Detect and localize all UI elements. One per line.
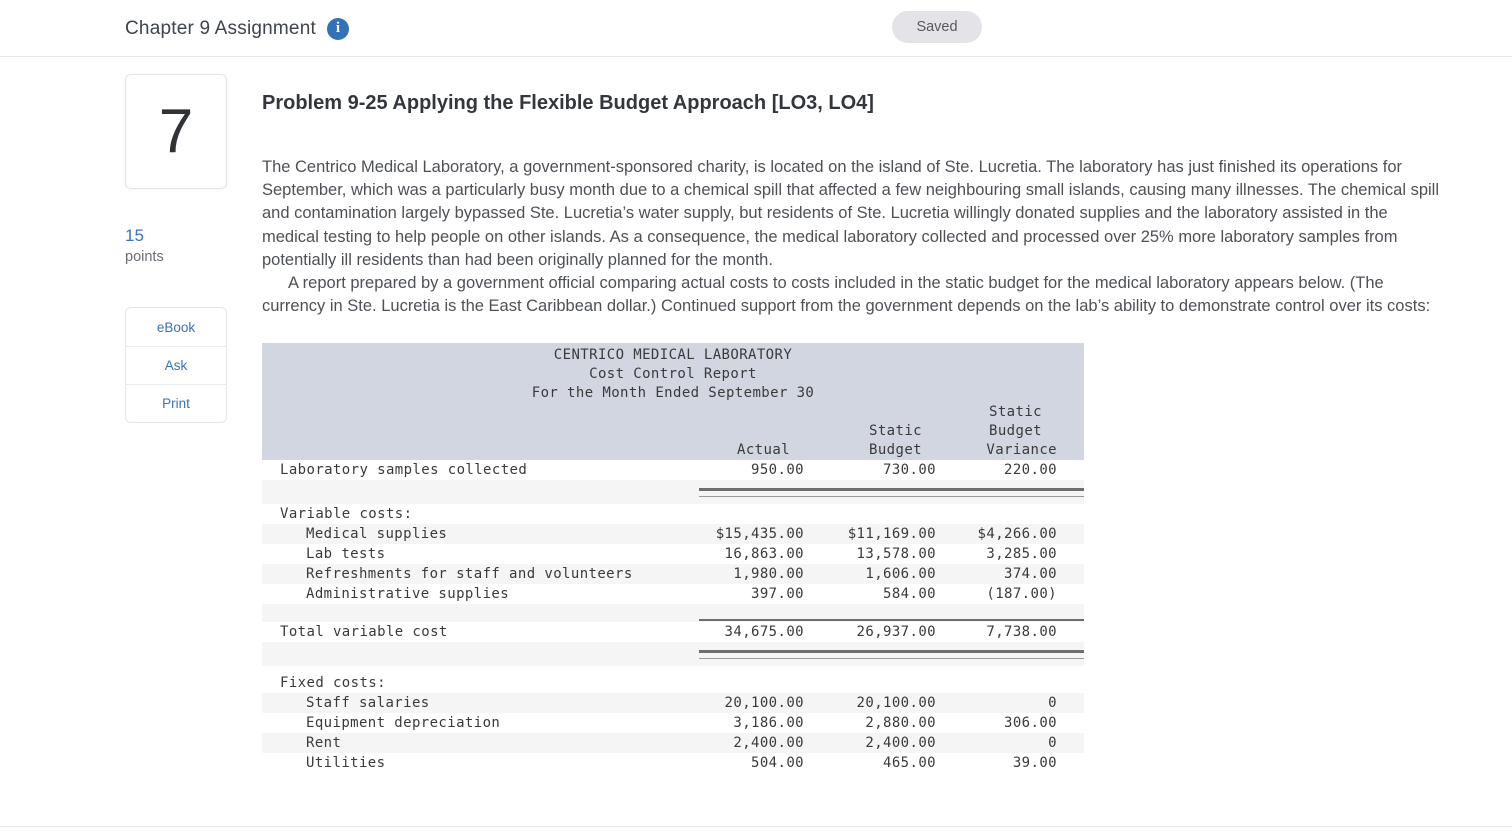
static-budget-value: 13,578.00 [856,546,936,563]
section-divider [0,826,1512,831]
row-label: Utilities [306,755,386,772]
saved-status-badge: Saved [892,11,982,43]
actual-value: 397.00 [751,586,804,603]
points-value: 15 [125,226,144,245]
row-label: Staff salaries [306,695,430,712]
variance-value: $4,266.00 [977,526,1057,543]
actual-header: Actual [737,442,790,459]
actual-value: 950.00 [751,462,804,479]
report-title: Cost Control Report [589,366,757,383]
ebook-button[interactable]: eBook [126,308,226,346]
static-budget-value: 1,606.00 [865,566,936,583]
ask-button[interactable]: Ask [126,346,226,384]
actual-value: 504.00 [751,755,804,772]
row-label: Medical supplies [306,526,448,543]
row-label: Equipment depreciation [306,715,501,732]
static-budget-header-line2: Budget [869,442,922,459]
row-label: Administrative supplies [306,586,510,603]
report-rows [262,460,1084,773]
table-row [262,673,1084,693]
row-label: Total variable cost [280,624,448,641]
table-row [262,604,1084,622]
table-row [262,642,1084,666]
table-row [262,666,1084,673]
static-budget-value: 20,100.00 [856,695,936,712]
actual-value: 3,186.00 [733,715,804,732]
table-row [262,460,1084,480]
table-row [262,480,1084,504]
variance-value: 0 [1048,735,1057,752]
table-row [262,693,1084,713]
table-row [262,524,1084,544]
points-label: points [125,249,164,265]
variance-value: 39.00 [1012,755,1057,772]
row-label: Fixed costs: [280,675,386,692]
static-budget-value: 584.00 [883,586,936,603]
problem-content [262,75,1447,773]
question-actions [125,307,227,423]
info-icon[interactable] [327,18,349,40]
page-header [0,0,1512,57]
page-title: Chapter 9 Assignment [125,17,316,39]
static-budget-value: 465.00 [883,755,936,772]
problem-paragraph-1: The Centrico Medical Laboratory, a government-sponsored charity, is located on the island of Ste. Lucretia. The laboratory has just finished its operations for September, which was a particularly busy month due to a chemical spill that affected a few neighbouring small islands, causing many illnesses. The chemical spill and contamination largely bypassed Ste. Lucretia’s water supply, but residents of Ste. Lucretia willingly donated supplies and the laboratory assisted in the medical testing to help people on other islands. As a consequence, the medical laboratory collected and processed over 25% more laboratory samples from potentially ill residents than had been originally planned for the month. [262,158,1439,269]
table-row [262,584,1084,604]
column-header-line [262,403,1084,422]
static-budget-header-line1: Static [869,423,922,440]
actual-value: 1,980.00 [733,566,804,583]
table-row [262,713,1084,733]
problem-paragraph-2: A report prepared by a government official comparing actual costs to costs included in the static budget for the medical laboratory appears below. (The currency in Ste. Lucretia is the East Caribbean dollar.) Continued support from the government depends on the lab’s ability to demonstrate control over its costs: [262,274,1431,316]
table-row [262,753,1084,773]
variance-value: 7,738.00 [986,624,1057,641]
table-row [262,733,1084,753]
actual-value: 2,400.00 [733,735,804,752]
single-rule [699,619,1084,621]
actual-value: 34,675.00 [724,624,804,641]
variance-value: 306.00 [1004,715,1057,732]
row-label: Rent [306,735,342,752]
report-column-headers [262,403,1084,460]
table-row [262,504,1084,524]
question-number-card [125,74,227,189]
table-row [262,544,1084,564]
report-company-name: CENTRICO MEDICAL LABORATORY [553,347,793,364]
variance-header-line1: Static [989,404,1042,421]
problem-text [262,156,1447,318]
row-label: Refreshments for staff and volunteers [306,566,633,583]
static-budget-value: 2,400.00 [865,735,936,752]
print-button[interactable]: Print [126,384,226,422]
question-sidebar [125,74,227,423]
points-block [125,226,227,265]
variance-header-line3: Variance [986,442,1057,459]
variance-value: 374.00 [1004,566,1057,583]
actual-value: 16,863.00 [724,546,804,563]
double-rule [699,488,1084,497]
variance-value: 0 [1048,695,1057,712]
cost-control-report [262,343,1084,773]
table-row [262,564,1084,584]
header-title-wrap [125,0,349,57]
static-budget-value: 26,937.00 [856,624,936,641]
static-budget-value: 730.00 [883,462,936,479]
row-label: Variable costs: [280,506,413,523]
static-budget-value: $11,169.00 [847,526,936,543]
variance-header-line2: Budget [989,423,1042,440]
variance-value: 220.00 [1004,462,1057,479]
variance-value: (187.00) [986,586,1057,603]
row-label: Laboratory samples collected [280,462,528,479]
question-number: 7 [158,96,194,166]
variance-value: 3,285.00 [986,546,1057,563]
actual-value: 20,100.00 [724,695,804,712]
problem-title: Problem 9-25 Applying the Flexible Budget Approach [LO3, LO4] [262,92,874,114]
report-header [262,343,1084,460]
info-icon-glyph: i [335,20,341,36]
row-label: Lab tests [306,546,386,563]
table-row [262,622,1084,642]
report-period: For the Month Ended September 30 [531,385,815,402]
column-header-line [262,422,1084,441]
static-budget-value: 2,880.00 [865,715,936,732]
double-rule [699,650,1084,659]
column-header-line [262,441,1084,460]
actual-value: $15,435.00 [715,526,804,543]
